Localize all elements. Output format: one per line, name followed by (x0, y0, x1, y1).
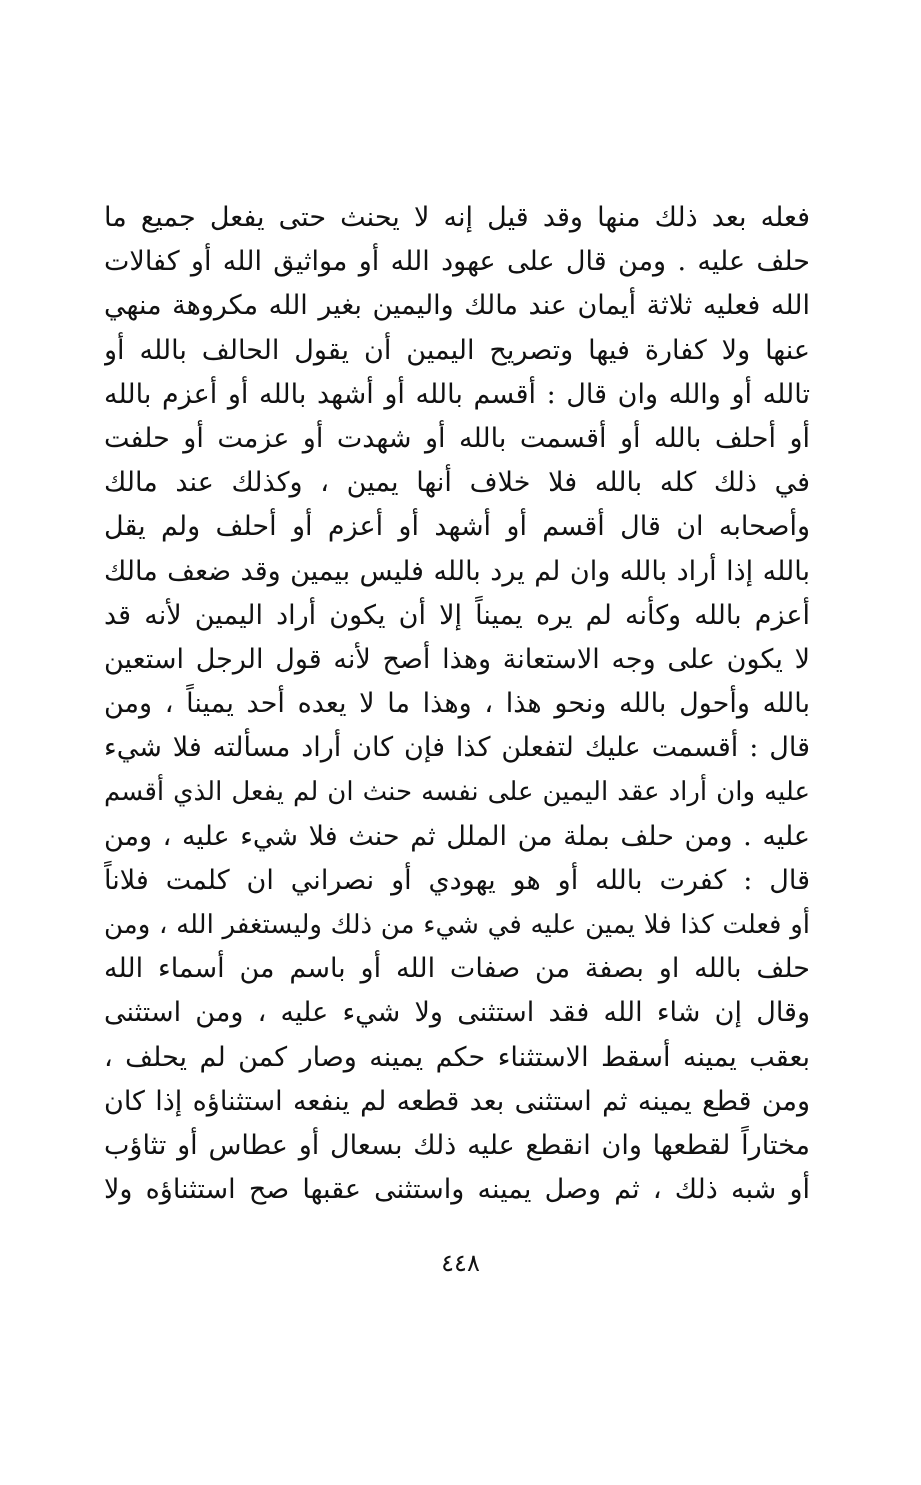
text-line: عليه . ومن حلف بملة من الملل ثم حنث فلا شيء عليه ، ومن (104, 820, 810, 852)
text-line: حلف بالله او بصفة من صفات الله أو باسم من أسماء الله (104, 953, 810, 985)
text-line: أعزم بالله وكأنه لم يره يميناً إلا أن يكون أراد اليمين لأنه قد (104, 599, 810, 631)
text-line: عليه وان أراد عقد اليمين على نفسه حنث ان لم يفعل الذي أقسم (104, 777, 810, 808)
text-line: فعله بعد ذلك منها وقد قيل إنه لا يحنث حتى يفعل جميع ما (104, 202, 810, 233)
text-line: أو شبه ذلك ، ثم وصل يمينه واستثنى عقبها صح استثناؤه ولا (104, 1174, 810, 1206)
text-line: الله فعليه ثلاثة أيمان عند مالك واليمين بغير الله مكروهة منهي (104, 290, 810, 322)
text-line: بالله إذا أراد بالله وان لم يرد بالله فليس بيمين وقد ضعف مالك (104, 555, 810, 587)
text-line: ومن قطع يمينه ثم استثنى بعد قطعه لم ينفعه استثناؤه إذا كان (104, 1085, 810, 1117)
text-line: أو أحلف بالله أو أقسمت بالله أو شهدت أو عزمت أو حلفت (104, 422, 810, 454)
text-line: وأصحابه ان قال أقسم أو أشهد أو أعزم أو أحلف ولم يقل (104, 511, 810, 543)
text-line: أو فعلت كذا فلا يمين عليه في شيء من ذلك وليستغفر الله ، ومن (104, 910, 810, 940)
text-line: وقال إن شاء الله فقد استثنى ولا شيء عليه ، ومن استثنى (104, 997, 810, 1029)
text-line: عنها ولا كفارة فيها وتصريح اليمين أن يقول الحالف بالله أو (104, 334, 810, 366)
text-line: حلف عليه . ومن قال على عهود الله أو مواثيق الله أو كفالات (104, 246, 810, 278)
text-line: بالله وأحول بالله ونحو هذا ، وهذا ما لا يعده أحد يميناً ، ومن (104, 688, 810, 720)
text-line: في ذلك كله بالله فلا خلاف أنها يمين ، وكذلك عند مالك (104, 467, 810, 499)
text-line: قال : أقسمت عليك لتفعلن كذا فإن كان أراد مسألته فلا شيء (104, 732, 810, 764)
text-line: تالله أو والله وان قال : أقسم بالله أو أشهد بالله أو أعزم بالله (104, 378, 810, 410)
text-line: لا يكون على وجه الاستعانة وهذا أصح لأنه قول الرجل استعين (104, 643, 810, 675)
text-line: بعقب يمينه أسقط الاستثناء حكم يمينه وصار كمن لم يحلف ، (104, 1041, 810, 1073)
text-line: قال : كفرت بالله أو هو يهودي أو نصراني ان كلمت فلاناً (104, 864, 810, 896)
page-number: ٤٤٨ (441, 1249, 480, 1277)
body-text (104, 196, 810, 1212)
text-line: مختاراً لقطعها وان انقطع عليه ذلك بسعال أو عطاس أو تثاؤب (104, 1129, 810, 1161)
